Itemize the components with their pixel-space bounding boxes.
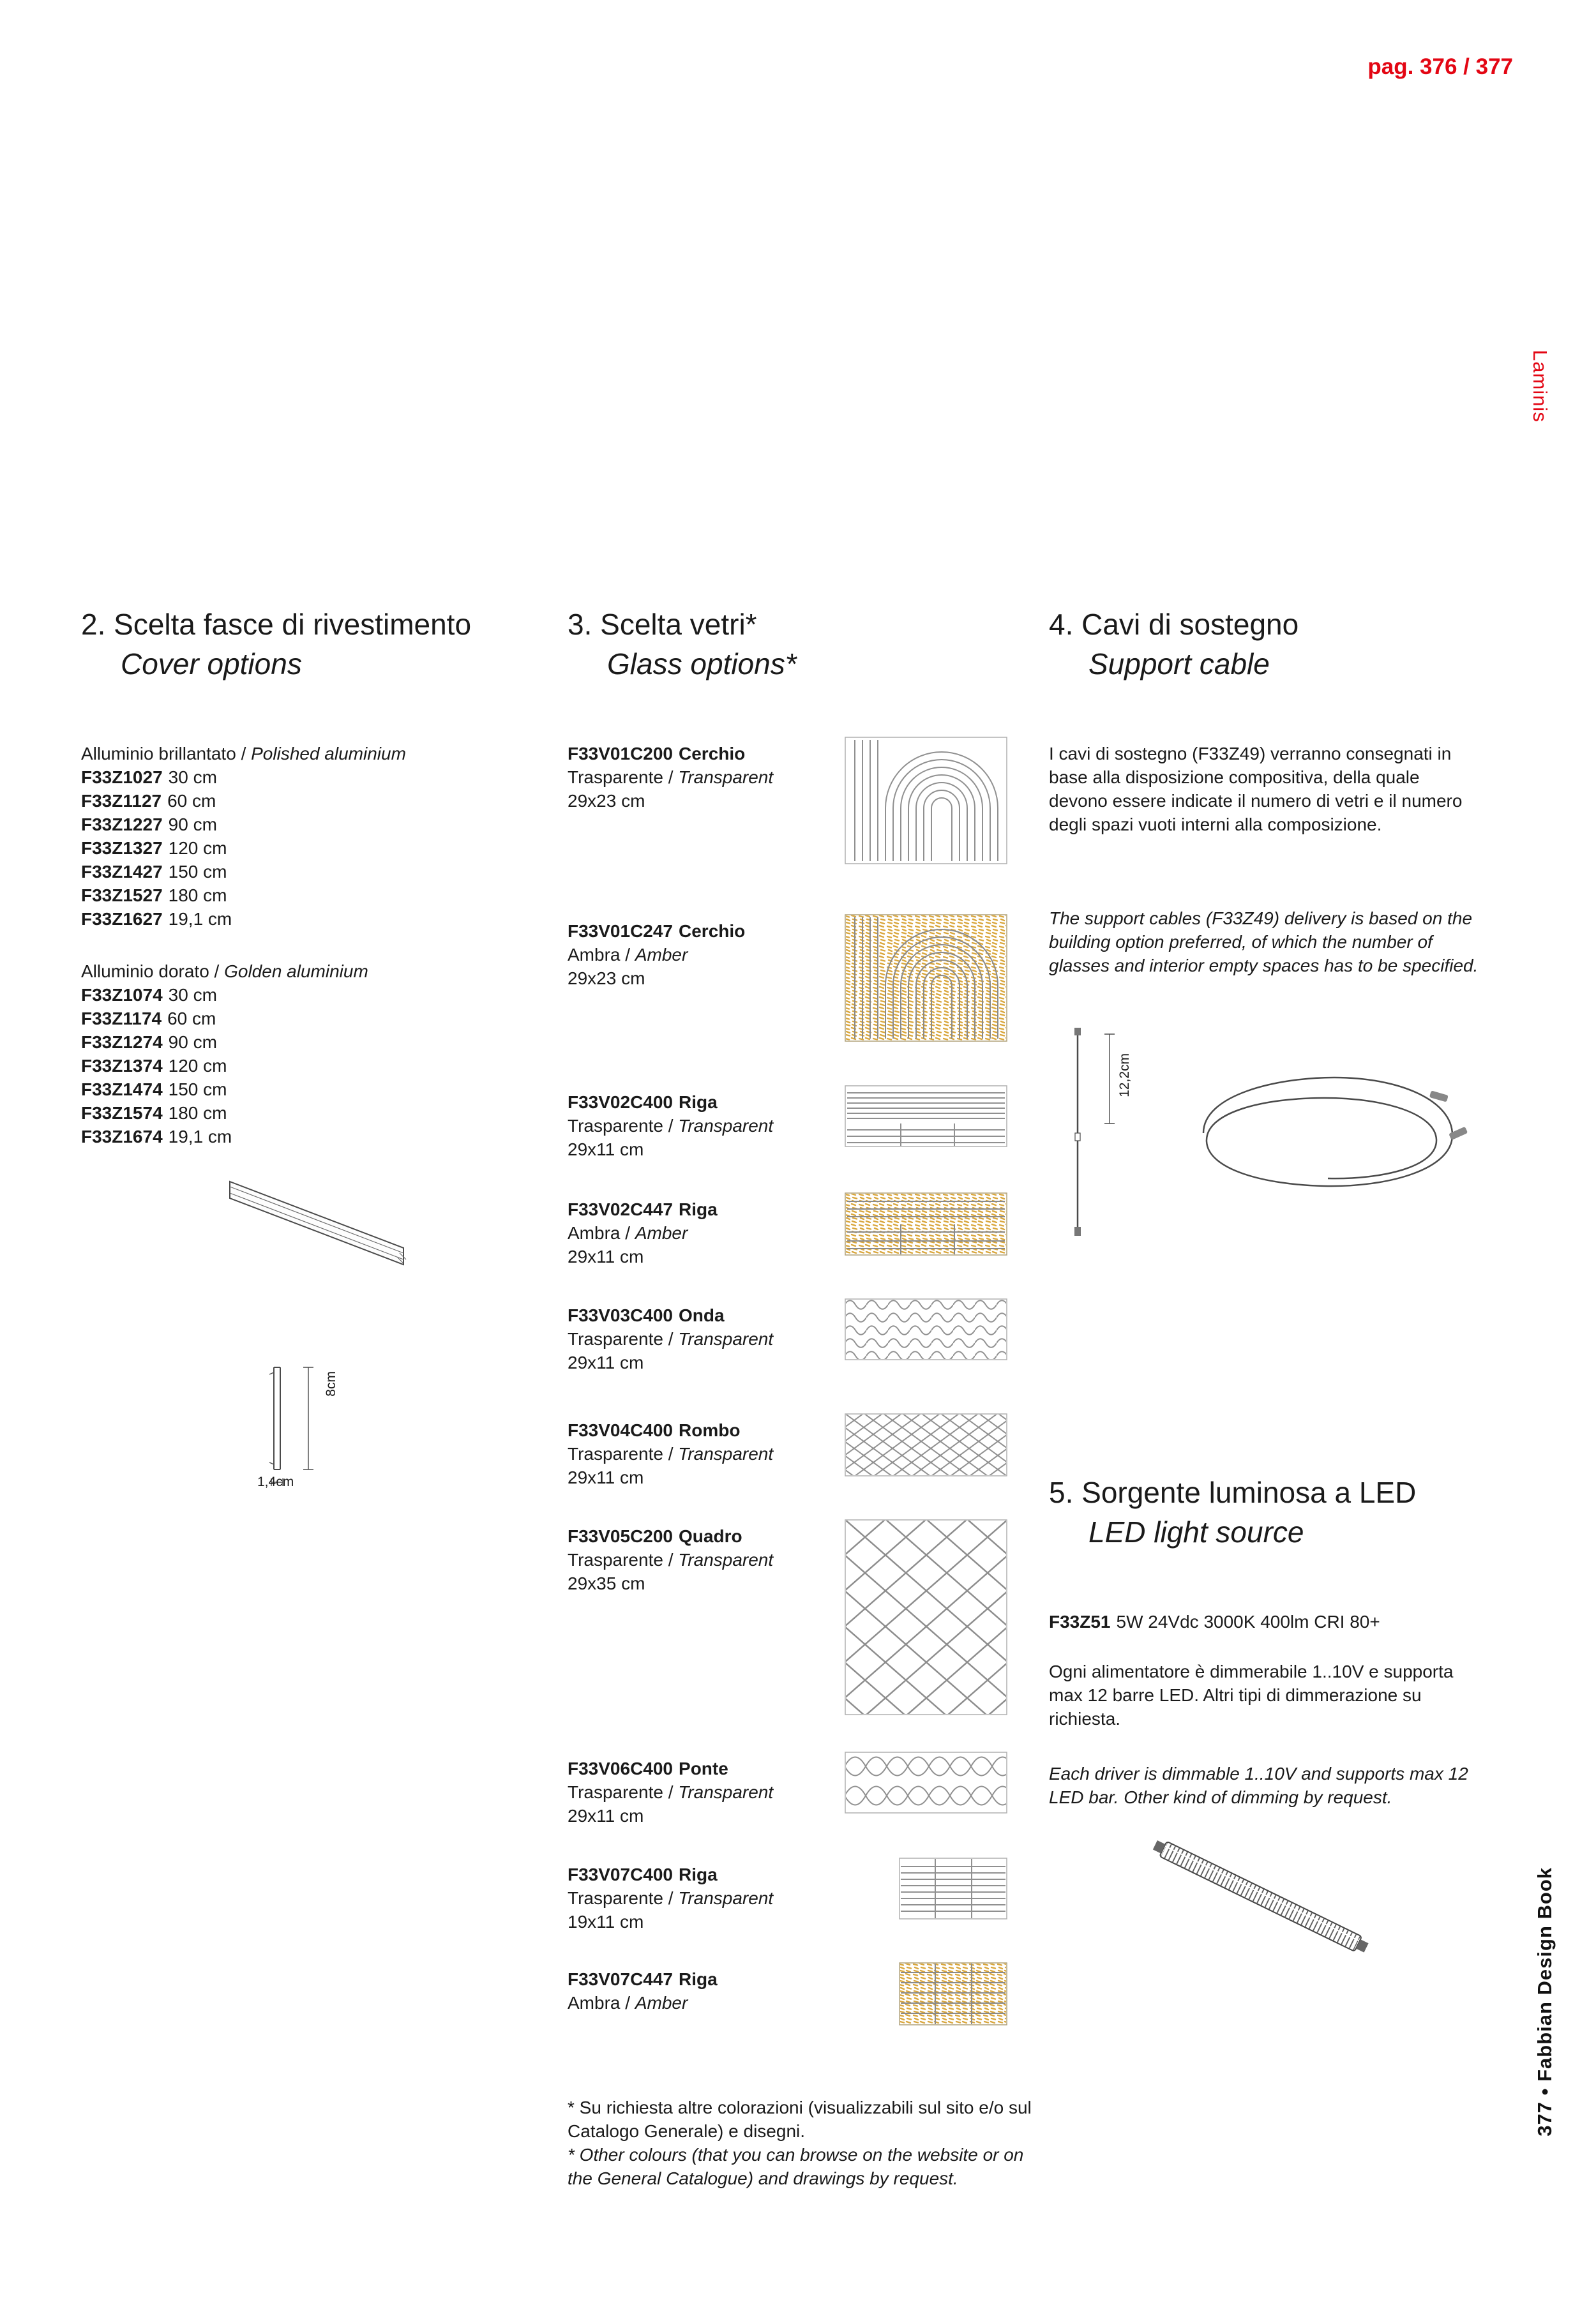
led-spec-code: F33Z51 <box>1049 1612 1111 1632</box>
glass-item-finish: Trasparente / <box>568 1550 679 1570</box>
glass-item-code: F33V04C400 <box>568 1420 674 1440</box>
section-subtitle: Glass options* <box>607 647 797 680</box>
section-led-source <box>1049 1475 1416 1550</box>
footnote-english: * Other colours (that you can browse on the website or on the General Catalogue) and drawings by request. <box>568 2145 1024 2188</box>
product-code: F33Z1027 <box>81 767 163 787</box>
glass-item-finish-en: Transparent <box>678 1116 774 1136</box>
glass-item-finish-en: Transparent <box>678 1550 774 1570</box>
product-code: F33Z1574 <box>81 1103 163 1123</box>
glass-item-name: Riga <box>679 1199 718 1219</box>
glass-item <box>568 919 1014 990</box>
glass-pattern-riga-transparent-thumbnail <box>845 1085 1007 1147</box>
profile-height-dimension: 8cm <box>324 1371 338 1397</box>
product-code: F33Z1074 <box>81 985 163 1005</box>
list-item <box>81 1078 528 1101</box>
product-code: F33Z1174 <box>81 1009 162 1028</box>
section-glass-options <box>568 606 797 682</box>
profile-width-dimension: 1,4cm <box>257 1475 294 1489</box>
glass-item <box>568 1524 1014 1595</box>
glass-item <box>568 1863 1014 1934</box>
list-item <box>81 836 528 860</box>
product-size: 30 cm <box>168 767 217 787</box>
list-item <box>81 813 528 836</box>
glass-item-finish-en: Transparent <box>678 767 774 787</box>
glass-item-size: 29x23 cm <box>568 791 645 811</box>
list-item <box>81 789 528 813</box>
glass-pattern-cerchio-amber-thumbnail <box>845 914 1007 1042</box>
glass-item-code: F33V02C447 <box>568 1199 674 1219</box>
product-code: F33Z1327 <box>81 838 163 858</box>
glass-item-finish: Trasparente / <box>568 1116 679 1136</box>
glass-item-finish-en: Transparent <box>678 1444 774 1464</box>
product-code: F33Z1627 <box>81 909 163 929</box>
glass-item-finish: Trasparente / <box>568 767 679 787</box>
glass-item-code: F33V07C400 <box>568 1865 674 1884</box>
support-cable-drawing <box>1041 1021 1487 1238</box>
finish-group-label <box>81 742 528 765</box>
glass-pattern-cerchio-transparent-thumbnail <box>845 737 1007 864</box>
glass-item-name: Quadro <box>679 1526 742 1546</box>
glass-item-finish-en: Transparent <box>678 1888 774 1908</box>
collection-side-label: Laminis <box>1529 350 1551 423</box>
led-text-it: Ogni alimentatore è dimmerabile 1..10V e supporta max 12 barre LED. Altri tipi di dimmerazione su richiesta. <box>1049 1662 1454 1729</box>
product-size: 60 cm <box>167 1009 216 1028</box>
glass-item-finish: Ambra / <box>568 1993 635 2013</box>
glass-item-name: Rombo <box>679 1420 741 1440</box>
glass-item-name: Cerchio <box>679 921 746 941</box>
glass-item-code: F33V01C247 <box>568 921 674 941</box>
glass-item-name: Ponte <box>679 1759 728 1778</box>
glass-pattern-quadro-thumbnail <box>845 1519 1007 1715</box>
finish-label-en: Golden aluminium <box>224 961 368 981</box>
glass-pattern-riga-small-amber-thumbnail <box>899 1962 1007 2025</box>
glass-item-size: 29x11 cm <box>568 1247 644 1266</box>
product-size: 180 cm <box>168 1103 227 1123</box>
glass-item <box>568 1198 1014 1268</box>
glass-item-size: 29x11 cm <box>568 1806 644 1826</box>
spine-label: 377 • Fabbian Design Book <box>1533 1867 1556 2137</box>
product-size: 90 cm <box>168 1032 217 1052</box>
led-spec-text: 5W 24Vdc 3000K 400lm CRI 80+ <box>1116 1612 1380 1632</box>
glass-item-name: Cerchio <box>679 744 746 763</box>
support-cable-text-en: The support cables (F33Z49) delivery is based on the building option preferred, of which the number of glasses and interior empty spaces has to be specified. <box>1049 908 1479 975</box>
glass-item <box>568 742 1014 813</box>
list-item <box>81 1007 528 1030</box>
glass-pattern-rombo-thumbnail <box>845 1413 1007 1476</box>
page-number-reference: pag. 376 / 377 <box>1367 54 1513 79</box>
glass-item-finish: Ambra / <box>568 945 635 965</box>
list-item <box>81 907 528 931</box>
product-size: 30 cm <box>168 985 217 1005</box>
glass-item-finish: Trasparente / <box>568 1782 679 1802</box>
aluminium-profile-drawing <box>223 1171 415 1325</box>
product-size: 150 cm <box>168 1079 227 1099</box>
cover-options-list <box>81 742 528 1148</box>
finish-group-label <box>81 959 528 983</box>
glass-item <box>568 1418 1014 1489</box>
profile-dimensions-drawing <box>252 1353 418 1500</box>
section-subtitle: Cover options <box>121 647 302 680</box>
product-size: 150 cm <box>168 862 227 882</box>
glass-item-name: Riga <box>679 1865 718 1884</box>
product-size: 180 cm <box>168 885 227 905</box>
glass-item-finish: Trasparente / <box>568 1888 679 1908</box>
list-item <box>81 860 528 883</box>
glass-item-finish: Trasparente / <box>568 1444 679 1464</box>
product-code: F33Z1474 <box>81 1079 163 1099</box>
product-code: F33Z1274 <box>81 1032 163 1052</box>
glass-item <box>568 1967 1014 2015</box>
glass-item-finish-en: Amber <box>635 945 688 965</box>
glass-item-size: 29x11 cm <box>568 1468 644 1487</box>
product-code: F33Z1127 <box>81 791 162 811</box>
glass-item-name: Onda <box>679 1305 725 1325</box>
product-code: F33Z1527 <box>81 885 163 905</box>
led-spec-line <box>1049 1610 1480 1634</box>
glass-item <box>568 1757 1014 1828</box>
finish-label-it: Alluminio dorato / <box>81 961 225 981</box>
product-size: 90 cm <box>168 815 217 834</box>
list-item <box>81 1030 528 1054</box>
section-support-cable <box>1049 606 1299 682</box>
glass-item <box>568 1090 1014 1161</box>
glass-item-finish-en: Transparent <box>678 1782 774 1802</box>
list-item <box>81 1101 528 1125</box>
glass-item-size: 29x23 cm <box>568 968 645 988</box>
glass-item-finish-en: Amber <box>635 1993 688 2013</box>
product-size: 120 cm <box>168 838 227 858</box>
product-size: 120 cm <box>168 1056 227 1076</box>
glass-pattern-onda-thumbnail <box>845 1298 1007 1360</box>
list-item <box>81 1054 528 1078</box>
glass-item-name: Riga <box>679 1092 718 1112</box>
glass-item-code: F33V05C200 <box>568 1526 674 1546</box>
finish-label-it: Alluminio brillantato / <box>81 744 252 763</box>
led-text-en: Each driver is dimmable 1..10V and supports max 12 LED bar. Other kind of dimming by request. <box>1049 1764 1468 1807</box>
list-item <box>81 983 528 1007</box>
glass-pattern-riga-small-transparent-thumbnail <box>899 1858 1007 1920</box>
finish-label-en: Polished aluminium <box>251 744 406 763</box>
section-title: 2. Scelta fasce di rivestimento <box>81 608 472 641</box>
glass-item-size: 19x11 cm <box>568 1912 644 1932</box>
product-code: F33Z1227 <box>81 815 163 834</box>
glass-item-name: Riga <box>679 1969 718 1989</box>
glass-item-size: 29x11 cm <box>568 1139 644 1159</box>
glass-item-code: F33V07C447 <box>568 1969 674 1989</box>
glass-pattern-riga-amber-thumbnail <box>845 1192 1007 1256</box>
list-item <box>81 765 528 789</box>
section-subtitle: LED light source <box>1088 1515 1304 1549</box>
footnote-italian: * Su richiesta altre colorazioni (visualizzabili sul sito e/o sul Catalogo Generale) e disegni. <box>568 2098 1032 2141</box>
section-title: 4. Cavi di sostegno <box>1049 608 1299 641</box>
glass-item-finish-en: Amber <box>635 1223 688 1243</box>
section-title: 5. Sorgente luminosa a LED <box>1049 1476 1417 1509</box>
glass-item-code: F33V06C400 <box>568 1759 674 1778</box>
product-size: 19,1 cm <box>168 1127 232 1146</box>
glass-item-code: F33V01C200 <box>568 744 674 763</box>
glass-item-finish: Trasparente / <box>568 1329 679 1349</box>
section-subtitle: Support cable <box>1088 647 1270 680</box>
cable-length-dimension: 12,2cm <box>1117 1053 1132 1097</box>
glass-item-code: F33V03C400 <box>568 1305 674 1325</box>
glass-footnote <box>568 2096 1034 2190</box>
glass-item-finish-en: Transparent <box>678 1329 774 1349</box>
led-bar-drawing <box>1146 1813 1433 1985</box>
glass-item-size: 29x11 cm <box>568 1353 644 1372</box>
glass-item-finish: Ambra / <box>568 1223 635 1243</box>
product-code: F33Z1427 <box>81 862 163 882</box>
glass-item-code: F33V02C400 <box>568 1092 674 1112</box>
list-item <box>81 1125 528 1148</box>
section-cover-options <box>81 606 471 682</box>
list-item <box>81 883 528 907</box>
product-size: 19,1 cm <box>168 909 232 929</box>
product-size: 60 cm <box>167 791 216 811</box>
product-code: F33Z1374 <box>81 1056 163 1076</box>
product-code: F33Z1674 <box>81 1127 163 1146</box>
glass-pattern-ponte-thumbnail <box>845 1752 1007 1814</box>
glass-item <box>568 1304 1014 1374</box>
support-cable-text-it: I cavi di sostegno (F33Z49) verranno consegnati in base alla disposizione compositiva, della quale devono essere indicate il numero di vetri e il numero degli spazi vuoti interni alla composizione. <box>1049 744 1463 834</box>
section-title: 3. Scelta vetri* <box>568 608 757 641</box>
glass-item-size: 29x35 cm <box>568 1574 645 1593</box>
